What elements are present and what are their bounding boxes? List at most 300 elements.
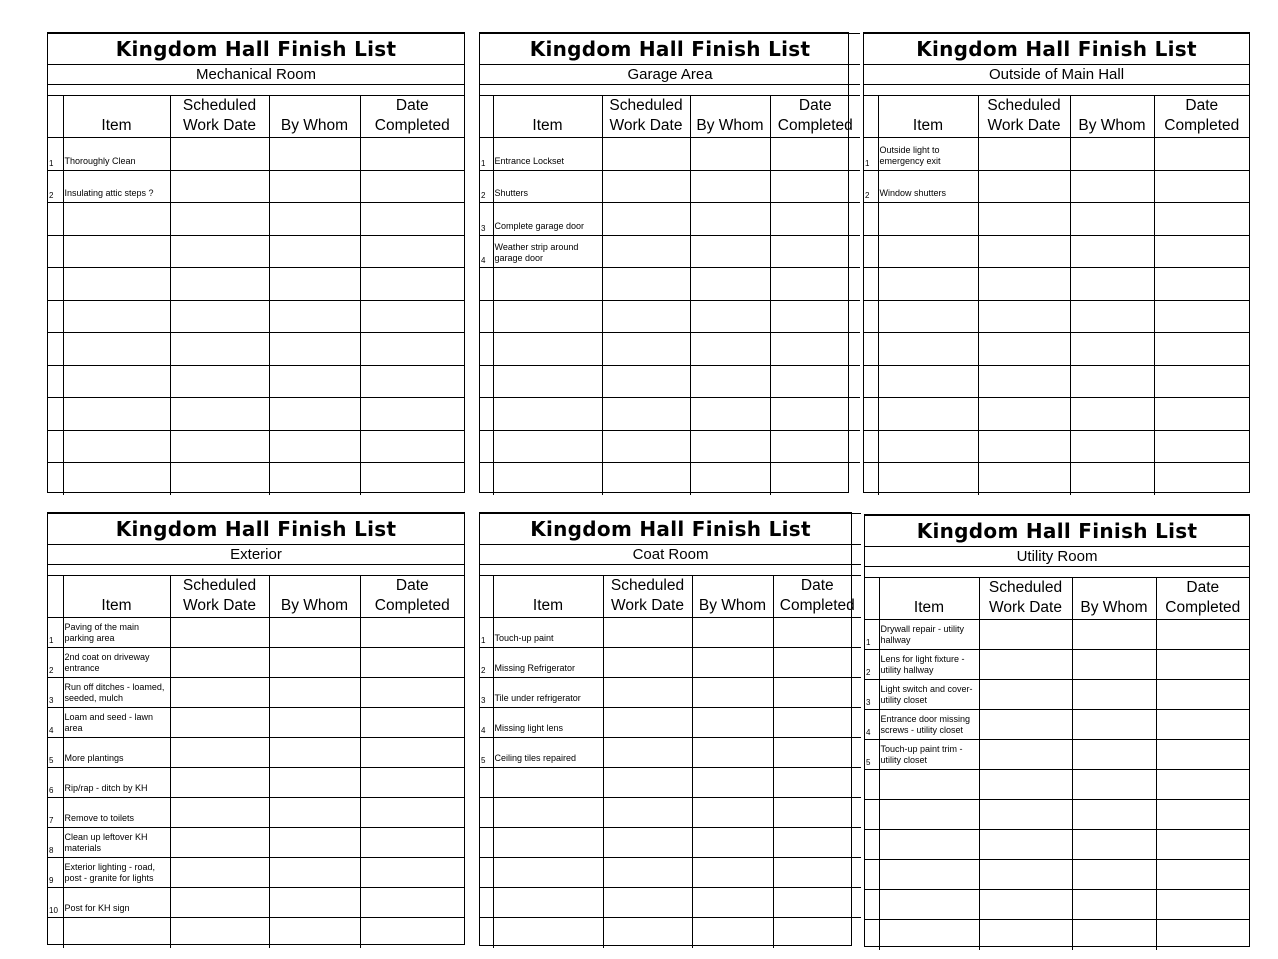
scheduled-date-cell[interactable] — [979, 770, 1072, 800]
scheduled-date-cell[interactable] — [603, 738, 692, 768]
item-cell — [878, 203, 978, 236]
date-completed-cell[interactable] — [360, 828, 464, 858]
by-whom-cell[interactable] — [269, 203, 360, 236]
scheduled-date-cell[interactable] — [979, 890, 1072, 920]
date-completed-cell[interactable] — [1156, 650, 1249, 680]
header-line: Completed — [779, 597, 855, 614]
date-completed-cell[interactable] — [360, 618, 464, 648]
row-number: 3 — [865, 680, 879, 710]
item-cell: Exterior lighting - road, post - granite for lights — [63, 858, 170, 888]
date-completed-cell[interactable] — [1156, 890, 1249, 920]
date-completed-cell[interactable] — [770, 300, 860, 333]
table-row — [48, 365, 464, 398]
date-completed-cell[interactable] — [360, 858, 464, 888]
date-completed-cell[interactable] — [360, 430, 464, 463]
by-whom-cell[interactable] — [269, 618, 360, 648]
scheduled-date-cell[interactable] — [603, 858, 692, 888]
table-row — [865, 830, 1249, 860]
date-completed-cell[interactable] — [770, 235, 860, 268]
by-whom-cell[interactable] — [1072, 860, 1156, 890]
by-whom-cell[interactable] — [1072, 770, 1156, 800]
date-completed-cell[interactable] — [1154, 170, 1249, 203]
by-whom-cell[interactable] — [269, 300, 360, 333]
row-number — [480, 268, 493, 301]
scheduled-date-cell[interactable] — [170, 888, 269, 918]
date-completed-cell[interactable] — [360, 333, 464, 366]
by-whom-cell[interactable] — [1070, 430, 1154, 463]
list-title: Kingdom Hall Finish List — [48, 34, 464, 65]
table-row — [48, 235, 464, 268]
by-whom-cell[interactable] — [1072, 920, 1156, 950]
date-completed-cell[interactable] — [773, 918, 861, 948]
by-whom-cell[interactable] — [1072, 830, 1156, 860]
table-row — [864, 268, 1249, 301]
by-whom-cell[interactable] — [269, 738, 360, 768]
scheduled-date-cell[interactable] — [979, 680, 1072, 710]
row-number: 1 — [48, 138, 63, 171]
row-number — [864, 268, 878, 301]
date-completed-cell[interactable] — [360, 678, 464, 708]
by-whom-cell[interactable] — [692, 798, 773, 828]
date-completed-cell[interactable] — [1156, 620, 1249, 650]
by-whom-cell[interactable] — [692, 738, 773, 768]
date-completed-cell[interactable] — [360, 138, 464, 171]
date-completed-cell[interactable] — [773, 708, 861, 738]
list-title: Kingdom Hall Finish List — [864, 34, 1249, 65]
by-whom-cell[interactable] — [692, 888, 773, 918]
by-whom-header: By Whom — [269, 96, 360, 138]
date-completed-cell[interactable] — [773, 858, 861, 888]
scheduled-date-cell[interactable] — [978, 203, 1070, 236]
by-whom-cell[interactable] — [269, 708, 360, 738]
date-completed-cell[interactable] — [1156, 800, 1249, 830]
by-whom-cell[interactable] — [1072, 680, 1156, 710]
spacer-row — [48, 85, 464, 96]
by-whom-cell[interactable] — [1072, 740, 1156, 770]
by-whom-cell[interactable] — [1072, 800, 1156, 830]
scheduled-date-cell[interactable] — [170, 768, 269, 798]
column-header-row — [864, 96, 1249, 138]
date-completed-cell[interactable] — [1154, 333, 1249, 366]
date-completed-cell[interactable] — [773, 768, 861, 798]
item-cell — [878, 333, 978, 366]
area-name: Garage Area — [480, 65, 860, 85]
date-completed-cell[interactable] — [360, 768, 464, 798]
column-header-row — [48, 576, 464, 618]
item-cell: Light switch and cover- utility closet — [879, 680, 979, 710]
scheduled-date-cell[interactable] — [170, 618, 269, 648]
by-whom-cell[interactable] — [1070, 170, 1154, 203]
header-line: Scheduled — [988, 579, 1063, 596]
by-whom-cell[interactable] — [269, 918, 360, 948]
by-whom-cell[interactable] — [690, 268, 770, 301]
item-cell — [63, 398, 170, 431]
number-header — [48, 96, 63, 138]
date-completed-cell[interactable] — [1154, 430, 1249, 463]
item-cell: Insulating attic steps ? — [63, 170, 170, 203]
item-cell — [879, 920, 979, 950]
scheduled-date-cell[interactable] — [978, 138, 1070, 171]
by-whom-cell[interactable] — [1070, 203, 1154, 236]
date-completed-cell[interactable] — [773, 678, 861, 708]
item-cell — [878, 398, 978, 431]
date-completed-cell[interactable] — [360, 268, 464, 301]
scheduled-date-cell[interactable] — [602, 463, 690, 496]
by-whom-cell[interactable] — [690, 203, 770, 236]
by-whom-cell[interactable] — [1070, 138, 1154, 171]
by-whom-cell[interactable] — [1072, 890, 1156, 920]
scheduled-date-cell[interactable] — [602, 268, 690, 301]
date-completed-cell[interactable] — [360, 738, 464, 768]
finish-list-outside-main-hall — [863, 32, 1250, 493]
scheduled-date-cell[interactable] — [170, 268, 269, 301]
scheduled-date-cell[interactable] — [978, 235, 1070, 268]
scheduled-date-cell[interactable] — [170, 798, 269, 828]
date-completed-cell[interactable] — [773, 738, 861, 768]
finish-table — [48, 513, 464, 948]
by-whom-cell[interactable] — [269, 858, 360, 888]
by-whom-cell[interactable] — [269, 235, 360, 268]
scheduled-date-cell[interactable] — [978, 300, 1070, 333]
scheduled-date-cell[interactable] — [978, 333, 1070, 366]
by-whom-cell[interactable] — [692, 858, 773, 888]
date-completed-cell[interactable] — [773, 648, 861, 678]
by-whom-cell[interactable] — [1070, 268, 1154, 301]
scheduled-date-cell[interactable] — [978, 170, 1070, 203]
scheduled-date-cell[interactable] — [170, 365, 269, 398]
scheduled-date-cell[interactable] — [603, 798, 692, 828]
scheduled-date-cell[interactable] — [979, 860, 1072, 890]
row-number — [48, 430, 63, 463]
by-whom-cell[interactable] — [269, 648, 360, 678]
date-completed-cell[interactable] — [1156, 920, 1249, 950]
by-whom-cell[interactable] — [269, 365, 360, 398]
by-whom-cell[interactable] — [269, 170, 360, 203]
row-number — [480, 888, 493, 918]
table-row — [48, 888, 464, 918]
date-completed-cell[interactable] — [770, 463, 860, 496]
row-number — [865, 860, 879, 890]
row-number: 8 — [48, 828, 63, 858]
item-header: Item — [493, 576, 603, 618]
table-row — [48, 138, 464, 171]
by-whom-cell[interactable] — [269, 333, 360, 366]
row-number — [864, 235, 878, 268]
scheduled-date-cell[interactable] — [603, 828, 692, 858]
item-cell — [493, 398, 602, 431]
by-whom-cell[interactable] — [269, 798, 360, 828]
row-number: 5 — [480, 738, 493, 768]
list-title: Kingdom Hall Finish List — [480, 34, 860, 65]
scheduled-date-cell[interactable] — [170, 463, 269, 496]
item-cell: Entrance Lockset — [493, 138, 602, 171]
date-completed-cell[interactable] — [1156, 740, 1249, 770]
scheduled-date-cell[interactable] — [170, 398, 269, 431]
scheduled-date-cell[interactable] — [170, 828, 269, 858]
date-completed-header — [770, 96, 860, 138]
by-whom-cell[interactable] — [692, 648, 773, 678]
by-whom-cell[interactable] — [690, 235, 770, 268]
date-completed-cell[interactable] — [360, 463, 464, 496]
header-line: Work Date — [987, 117, 1061, 134]
item-cell: Missing light lens — [493, 708, 603, 738]
item-cell — [878, 365, 978, 398]
scheduled-date-cell[interactable] — [603, 888, 692, 918]
scheduled-date-cell[interactable] — [978, 268, 1070, 301]
number-header — [480, 96, 493, 138]
date-completed-cell[interactable] — [1154, 365, 1249, 398]
scheduled-date-cell[interactable] — [603, 618, 692, 648]
table-row — [480, 268, 860, 301]
by-whom-cell[interactable] — [690, 138, 770, 171]
row-number: 4 — [480, 708, 493, 738]
scheduled-date-cell[interactable] — [978, 398, 1070, 431]
by-whom-cell[interactable] — [1072, 710, 1156, 740]
date-completed-cell[interactable] — [1154, 268, 1249, 301]
date-completed-header — [360, 576, 464, 618]
scheduled-date-cell[interactable] — [978, 430, 1070, 463]
row-number — [48, 365, 63, 398]
scheduled-date-cell[interactable] — [979, 620, 1072, 650]
date-completed-cell[interactable] — [360, 648, 464, 678]
date-completed-cell[interactable] — [360, 300, 464, 333]
by-whom-cell[interactable] — [692, 708, 773, 738]
date-completed-cell[interactable] — [770, 203, 860, 236]
scheduled-date-cell[interactable] — [170, 430, 269, 463]
date-completed-cell[interactable] — [360, 170, 464, 203]
scheduled-date-cell[interactable] — [602, 398, 690, 431]
by-whom-cell[interactable] — [269, 398, 360, 431]
table-row — [480, 235, 860, 268]
scheduled-work-date-header — [603, 576, 692, 618]
scheduled-date-cell[interactable] — [170, 138, 269, 171]
by-whom-cell[interactable] — [690, 333, 770, 366]
item-cell — [63, 430, 170, 463]
item-header: Item — [879, 578, 979, 620]
by-whom-cell[interactable] — [269, 268, 360, 301]
row-number: 2 — [480, 648, 493, 678]
item-cell: Shutters — [493, 170, 602, 203]
by-whom-cell[interactable] — [1072, 620, 1156, 650]
date-completed-cell[interactable] — [770, 398, 860, 431]
table-row — [480, 738, 861, 768]
scheduled-date-cell[interactable] — [170, 738, 269, 768]
date-completed-cell[interactable] — [773, 798, 861, 828]
by-whom-cell[interactable] — [269, 768, 360, 798]
date-completed-cell[interactable] — [770, 333, 860, 366]
date-completed-cell[interactable] — [1154, 300, 1249, 333]
scheduled-date-cell[interactable] — [603, 708, 692, 738]
scheduled-date-cell[interactable] — [979, 830, 1072, 860]
by-whom-cell[interactable] — [1070, 333, 1154, 366]
date-completed-cell[interactable] — [360, 798, 464, 828]
scheduled-date-cell[interactable] — [603, 918, 692, 948]
row-number — [864, 365, 878, 398]
scheduled-date-cell[interactable] — [170, 708, 269, 738]
table-row — [864, 430, 1249, 463]
by-whom-cell[interactable] — [1072, 650, 1156, 680]
date-completed-cell[interactable] — [360, 365, 464, 398]
date-completed-cell[interactable] — [1156, 710, 1249, 740]
scheduled-date-cell[interactable] — [170, 858, 269, 888]
table-row — [480, 170, 860, 203]
table-row — [48, 618, 464, 648]
by-whom-cell[interactable] — [692, 678, 773, 708]
scheduled-date-cell[interactable] — [602, 430, 690, 463]
item-cell — [493, 463, 602, 496]
table-row — [480, 798, 861, 828]
table-row — [480, 918, 861, 948]
date-completed-cell[interactable] — [360, 888, 464, 918]
by-whom-cell[interactable] — [269, 463, 360, 496]
by-whom-cell[interactable] — [692, 618, 773, 648]
by-whom-cell[interactable] — [690, 170, 770, 203]
by-whom-cell[interactable] — [690, 430, 770, 463]
scheduled-date-cell[interactable] — [979, 800, 1072, 830]
row-number — [48, 918, 63, 948]
row-number — [48, 203, 63, 236]
by-whom-cell[interactable] — [1070, 398, 1154, 431]
table-row — [48, 268, 464, 301]
scheduled-date-cell[interactable] — [603, 648, 692, 678]
scheduled-date-cell[interactable] — [602, 300, 690, 333]
date-completed-cell[interactable] — [770, 138, 860, 171]
row-number — [480, 798, 493, 828]
date-completed-cell[interactable] — [770, 170, 860, 203]
header-line: Completed — [374, 117, 450, 134]
table-row — [48, 708, 464, 738]
scheduled-date-cell[interactable] — [170, 170, 269, 203]
scheduled-date-cell[interactable] — [603, 768, 692, 798]
scheduled-date-cell[interactable] — [170, 678, 269, 708]
item-cell: Outside light to emergency exit — [878, 138, 978, 171]
item-cell — [493, 365, 602, 398]
table-row — [864, 398, 1249, 431]
scheduled-date-cell[interactable] — [170, 300, 269, 333]
date-completed-cell[interactable] — [1156, 830, 1249, 860]
row-number — [480, 918, 493, 948]
by-whom-cell[interactable] — [692, 768, 773, 798]
scheduled-date-cell[interactable] — [170, 648, 269, 678]
by-whom-cell[interactable] — [692, 828, 773, 858]
date-completed-cell[interactable] — [360, 918, 464, 948]
table-row — [480, 828, 861, 858]
scheduled-date-cell[interactable] — [602, 203, 690, 236]
row-number — [480, 300, 493, 333]
scheduled-date-cell[interactable] — [979, 710, 1072, 740]
date-completed-cell[interactable] — [1156, 770, 1249, 800]
item-cell — [493, 828, 603, 858]
item-cell: Paving of the main parking area — [63, 618, 170, 648]
date-completed-cell[interactable] — [360, 235, 464, 268]
date-completed-cell[interactable] — [1154, 138, 1249, 171]
date-completed-cell[interactable] — [1154, 463, 1249, 496]
table-row — [864, 170, 1249, 203]
date-completed-cell[interactable] — [773, 888, 861, 918]
by-whom-cell[interactable] — [269, 828, 360, 858]
date-completed-cell[interactable] — [1156, 680, 1249, 710]
scheduled-date-cell[interactable] — [170, 918, 269, 948]
by-whom-header: By Whom — [690, 96, 770, 138]
item-cell — [493, 768, 603, 798]
scheduled-date-cell[interactable] — [602, 365, 690, 398]
scheduled-date-cell[interactable] — [979, 650, 1072, 680]
by-whom-cell[interactable] — [692, 918, 773, 948]
by-whom-cell[interactable] — [1070, 235, 1154, 268]
item-header: Item — [63, 576, 170, 618]
date-completed-cell[interactable] — [1154, 235, 1249, 268]
by-whom-cell[interactable] — [269, 430, 360, 463]
scheduled-date-cell[interactable] — [979, 920, 1072, 950]
row-number: 7 — [48, 798, 63, 828]
scheduled-date-cell[interactable] — [603, 678, 692, 708]
header-line: Scheduled — [182, 577, 257, 594]
spacer-row — [480, 565, 861, 576]
by-whom-cell[interactable] — [1070, 300, 1154, 333]
table-row — [48, 828, 464, 858]
scheduled-date-cell[interactable] — [978, 365, 1070, 398]
item-header: Item — [493, 96, 602, 138]
table-row — [48, 858, 464, 888]
item-cell — [63, 463, 170, 496]
by-whom-cell[interactable] — [269, 138, 360, 171]
table-row — [480, 430, 860, 463]
item-cell — [879, 830, 979, 860]
date-completed-cell[interactable] — [1154, 203, 1249, 236]
row-number — [865, 770, 879, 800]
by-whom-cell[interactable] — [690, 463, 770, 496]
scheduled-date-cell[interactable] — [170, 333, 269, 366]
row-number: 9 — [48, 858, 63, 888]
by-whom-cell[interactable] — [690, 365, 770, 398]
by-whom-cell[interactable] — [690, 398, 770, 431]
row-number: 2 — [480, 170, 493, 203]
date-completed-cell[interactable] — [360, 398, 464, 431]
date-completed-cell[interactable] — [360, 203, 464, 236]
table-row — [480, 888, 861, 918]
date-completed-cell[interactable] — [770, 268, 860, 301]
date-completed-cell[interactable] — [1154, 398, 1249, 431]
date-completed-cell[interactable] — [770, 365, 860, 398]
by-whom-cell[interactable] — [690, 300, 770, 333]
date-completed-cell[interactable] — [773, 828, 861, 858]
by-whom-cell[interactable] — [269, 888, 360, 918]
date-completed-cell[interactable] — [1156, 860, 1249, 890]
scheduled-date-cell[interactable] — [602, 138, 690, 171]
date-completed-cell[interactable] — [770, 430, 860, 463]
scheduled-date-cell[interactable] — [602, 333, 690, 366]
date-completed-cell[interactable] — [773, 618, 861, 648]
row-number: 2 — [865, 650, 879, 680]
by-whom-cell[interactable] — [269, 678, 360, 708]
by-whom-cell[interactable] — [1070, 365, 1154, 398]
scheduled-date-cell[interactable] — [602, 235, 690, 268]
scheduled-date-cell[interactable] — [602, 170, 690, 203]
table-row — [864, 203, 1249, 236]
item-cell: Drywall repair - utility hallway — [879, 620, 979, 650]
item-cell — [63, 235, 170, 268]
table-row — [865, 920, 1249, 950]
scheduled-date-cell[interactable] — [170, 203, 269, 236]
scheduled-date-cell[interactable] — [978, 463, 1070, 496]
scheduled-date-cell[interactable] — [170, 235, 269, 268]
table-row — [48, 738, 464, 768]
by-whom-cell[interactable] — [1070, 463, 1154, 496]
scheduled-date-cell[interactable] — [979, 740, 1072, 770]
finish-table — [864, 33, 1249, 495]
table-row — [480, 858, 861, 888]
date-completed-cell[interactable] — [360, 708, 464, 738]
